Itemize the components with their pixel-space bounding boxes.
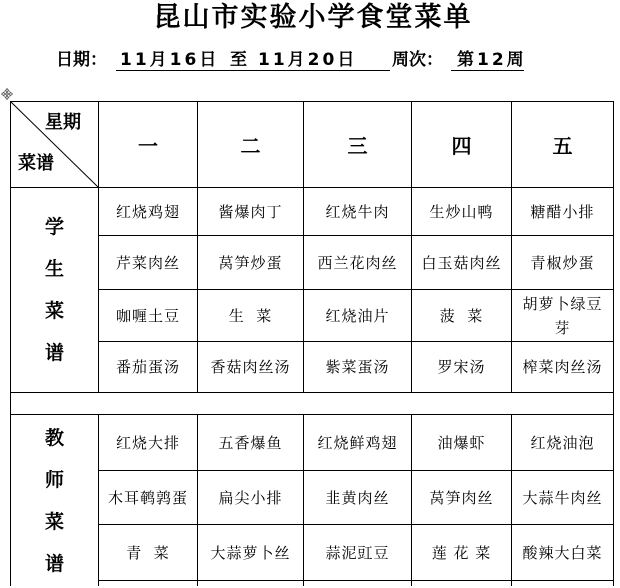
student-menu-row [11, 188, 614, 236]
teacher-dish-cell[interactable] [512, 471, 614, 525]
dish-name: 紫菜蛋汤 [325, 358, 390, 376]
teacher-menu-row [11, 471, 614, 525]
teacher-dish-cell[interactable] [512, 525, 614, 581]
dish-name: 西兰花肉丝 [317, 253, 398, 272]
date-label: 日期： [56, 50, 107, 70]
student-dish-cell[interactable] [412, 342, 512, 393]
dish-name: 红烧牛肉 [325, 202, 390, 221]
teacher-menu-section-label[interactable] [11, 415, 99, 587]
menu-table [10, 101, 614, 586]
dish-name: 芹菜肉丝 [115, 253, 180, 272]
week-value [451, 50, 527, 71]
teacher-dish-cell[interactable] [99, 471, 198, 525]
partial-row [11, 581, 614, 587]
day-label: 二 [240, 134, 261, 158]
teacher-menu-row [11, 415, 614, 471]
day-header-thursday[interactable] [412, 102, 512, 188]
student-dish-cell[interactable] [99, 290, 198, 342]
dish-name: 罗宋汤 [437, 358, 486, 376]
teacher-dish-cell[interactable] [412, 471, 512, 525]
dish-name: 红烧鲜鸡翅 [317, 433, 398, 452]
date-from: 11月16日 [120, 50, 220, 70]
day-header-friday[interactable] [512, 102, 614, 188]
dish-name: 木耳鹌鹑蛋 [107, 488, 188, 507]
student-dish-cell[interactable] [304, 290, 412, 342]
week-value-text: 第12周 [457, 50, 527, 70]
dish-name: 韭黄肉丝 [325, 488, 390, 507]
dish-name: 胡萝卜绿豆芽 [522, 294, 603, 337]
student-dish-cell[interactable] [198, 290, 304, 342]
dish-name: 油爆虾 [437, 433, 486, 452]
student-dish-cell[interactable] [99, 188, 198, 236]
student-dish-cell[interactable] [512, 188, 614, 236]
teacher-dish-cell[interactable] [304, 581, 412, 587]
teacher-dish-cell[interactable] [198, 525, 304, 581]
date-separator: 至 [230, 50, 247, 70]
teacher-menu-row [11, 525, 614, 581]
teacher-dish-cell[interactable] [412, 415, 512, 471]
teacher-dish-cell[interactable] [198, 581, 304, 587]
dish-name: 红烧大排 [115, 433, 180, 452]
dish-name: 扁尖小排 [218, 488, 283, 507]
student-menu-row [11, 236, 614, 290]
dish-name: 菠 菜 [439, 306, 484, 325]
dish-name: 五香爆鱼 [218, 433, 283, 452]
student-dish-cell[interactable] [99, 236, 198, 290]
dish-name: 番茄蛋汤 [115, 358, 180, 376]
day-header-monday[interactable] [99, 102, 198, 188]
spacer-cell[interactable] [11, 393, 614, 415]
date-to: 11月20日 [258, 50, 358, 70]
dish-name: 糖醋小排 [530, 202, 595, 221]
dish-name: 酱爆肉丁 [218, 202, 283, 221]
dish-name: 红烧油泡 [530, 433, 595, 452]
date-line [0, 50, 620, 72]
dish-name: 生炒山鸭 [429, 202, 494, 221]
teacher-dish-cell[interactable] [512, 415, 614, 471]
student-dish-cell[interactable] [198, 188, 304, 236]
header-row [11, 102, 614, 188]
student-dish-cell[interactable] [412, 236, 512, 290]
corner-header-cell[interactable] [11, 102, 99, 188]
student-menu-row [11, 290, 614, 342]
week-label: 周次： [392, 50, 443, 70]
corner-weekday-label: 星期 [45, 112, 81, 133]
teacher-dish-cell[interactable] [304, 471, 412, 525]
dish-name: 青 菜 [126, 543, 170, 562]
dish-name: 大蒜牛肉丝 [522, 488, 603, 507]
teacher-dish-cell[interactable] [198, 415, 304, 471]
dish-name: 莴笋炒蛋 [218, 253, 283, 272]
dish-name: 咖喱土豆 [115, 306, 180, 325]
dish-name: 生 菜 [228, 306, 273, 325]
date-range [116, 50, 390, 71]
dish-name: 酸辣大白菜 [522, 543, 603, 562]
day-label: 四 [451, 134, 472, 158]
teacher-dish-cell[interactable] [412, 525, 512, 581]
student-dish-cell[interactable] [198, 342, 304, 393]
student-dish-cell[interactable] [304, 342, 412, 393]
teacher-dish-cell[interactable] [412, 581, 512, 587]
student-dish-cell[interactable] [198, 236, 304, 290]
day-label: 五 [552, 134, 573, 158]
day-label: 三 [347, 134, 368, 158]
move-arrows-icon[interactable] [1, 88, 13, 100]
dish-name: 莲 花 菜 [431, 543, 492, 562]
teacher-dish-cell[interactable] [99, 415, 198, 471]
dish-name: 榨菜肉丝汤 [522, 358, 603, 376]
teacher-dish-cell[interactable] [304, 415, 412, 471]
student-dish-cell[interactable] [412, 290, 512, 342]
student-dish-cell[interactable] [412, 188, 512, 236]
student-dish-cell[interactable] [512, 342, 614, 393]
student-dish-cell[interactable] [512, 290, 614, 342]
dish-name: 蒜泥豇豆 [325, 543, 390, 562]
student-dish-cell[interactable] [304, 236, 412, 290]
dish-name: 红烧鸡翅 [115, 202, 180, 221]
student-dish-cell[interactable] [512, 236, 614, 290]
page-title: 昆山市实验小学食堂菜单 [153, 2, 473, 33]
corner-menu-label: 菜谱 [18, 153, 54, 174]
dish-name: 青椒炒蛋 [530, 253, 595, 272]
dish-name: 大蒜萝卜丝 [210, 543, 291, 562]
dish-name: 莴笋肉丝 [429, 488, 494, 507]
day-label: 一 [138, 134, 158, 158]
teacher-dish-cell[interactable] [304, 525, 412, 581]
teacher-dish-cell[interactable] [198, 471, 304, 525]
dish-name: 红烧油片 [325, 306, 390, 325]
day-header-tuesday[interactable] [198, 102, 304, 188]
student-dish-cell[interactable] [304, 188, 412, 236]
section-label-text: 学生菜谱 [44, 216, 64, 364]
section-label-text: 教师菜谱 [44, 426, 64, 575]
student-menu-section-label[interactable] [11, 188, 99, 393]
teacher-dish-cell[interactable] [512, 581, 614, 587]
dish-name: 白玉菇肉丝 [421, 253, 502, 272]
student-dish-cell[interactable] [99, 342, 198, 393]
teacher-dish-cell[interactable] [99, 581, 198, 587]
dish-name: 香菇肉丝汤 [210, 358, 291, 376]
spacer-row [11, 393, 614, 415]
teacher-dish-cell[interactable] [99, 525, 198, 581]
student-menu-row [11, 342, 614, 393]
day-header-wednesday[interactable] [304, 102, 412, 188]
